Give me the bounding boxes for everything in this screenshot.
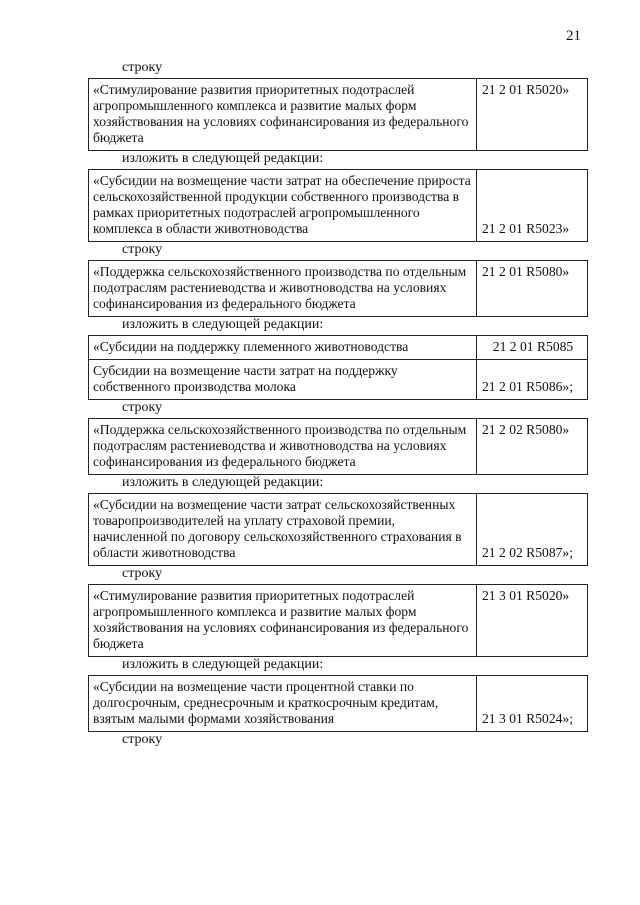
budget-code: 21 2 02 R5087»; — [477, 494, 588, 566]
table-row — [89, 79, 588, 151]
item-description: «Поддержка сельскохозяйственного производства по отдельным подотраслям растениеводства и животноводства на условиях софинансирования из федерального бюджета — [89, 261, 477, 317]
instruction-label: строку — [122, 566, 163, 581]
instruction-label: строку — [122, 242, 163, 257]
item-description: «Субсидии на возмещение части затрат сельскохозяйственных товаропроизводителей на уплату страховой премии, начисленной по договору сельскохозяйственного страхования в области животноводства — [89, 494, 477, 566]
budget-code: 21 2 01 R5080» — [477, 261, 588, 317]
instruction-label: строку — [122, 732, 163, 747]
budget-code-table — [88, 78, 588, 151]
table-row — [89, 676, 588, 732]
instruction-label: изложить в следующей редакции: — [122, 151, 324, 166]
budget-code-table — [88, 418, 588, 475]
budget-code: 21 2 01 R5020» — [477, 79, 588, 151]
table-row — [89, 336, 588, 360]
amendment-block — [88, 151, 588, 242]
amendment-block — [88, 400, 588, 475]
table-row — [89, 261, 588, 317]
table-row — [89, 170, 588, 242]
budget-code-table — [88, 169, 588, 242]
instruction-label: изложить в следующей редакции: — [122, 317, 324, 332]
item-description: «Субсидии на возмещение части процентной ставки по долгосрочным, среднесрочным и краткосрочным кредитам, взятым малыми формами хозяйствования — [89, 676, 477, 732]
budget-code-table — [88, 675, 588, 732]
item-description: «Поддержка сельскохозяйственного производства по отдельным подотраслям растениеводства и животноводства на условиях софинансирования из федерального бюджета — [89, 419, 477, 475]
item-description: «Субсидии на возмещение части затрат на обеспечение прироста сельскохозяйственной продукции собственного производства в рамках приоритетных подотраслей агропромышленного комплекса в области животноводства — [89, 170, 477, 242]
document-body — [88, 60, 588, 750]
table-row — [89, 419, 588, 475]
amendment-block — [88, 60, 588, 151]
budget-code-table — [88, 260, 588, 317]
table-row — [89, 585, 588, 657]
budget-code: 21 2 01 R5085 — [477, 336, 588, 360]
amendment-block — [88, 566, 588, 657]
budget-code-table — [88, 335, 588, 400]
item-description: Субсидии на возмещение части затрат на поддержку собственного производства молока — [89, 360, 477, 400]
budget-code: 21 2 02 R5080» — [477, 419, 588, 475]
budget-code: 21 3 01 R5020» — [477, 585, 588, 657]
amendment-block — [88, 475, 588, 566]
page-number: 21 — [566, 28, 581, 44]
instruction-label: изложить в следующей редакции: — [122, 475, 324, 490]
amendment-block — [88, 317, 588, 400]
budget-code-table — [88, 493, 588, 566]
amendment-block — [88, 242, 588, 317]
table-row — [89, 360, 588, 400]
budget-code: 21 3 01 R5024»; — [477, 676, 588, 732]
table-row — [89, 494, 588, 566]
item-description: «Стимулирование развития приоритетных подотраслей агропромышленного комплекса и развитие малых форм хозяйствования на условиях софинансирования из федерального бюджета — [89, 585, 477, 657]
budget-code: 21 2 01 R5023» — [477, 170, 588, 242]
budget-code-table — [88, 584, 588, 657]
amendment-block — [88, 657, 588, 732]
instruction-label: изложить в следующей редакции: — [122, 657, 324, 672]
instruction-label: строку — [122, 60, 163, 75]
item-description: «Стимулирование развития приоритетных подотраслей агропромышленного комплекса и развитие малых форм хозяйствования на условиях софинансирования из федерального бюджета — [89, 79, 477, 151]
budget-code: 21 2 01 R5086»; — [477, 360, 588, 400]
instruction-label: строку — [122, 400, 163, 415]
item-description: «Субсидии на поддержку племенного животноводства — [89, 336, 477, 360]
